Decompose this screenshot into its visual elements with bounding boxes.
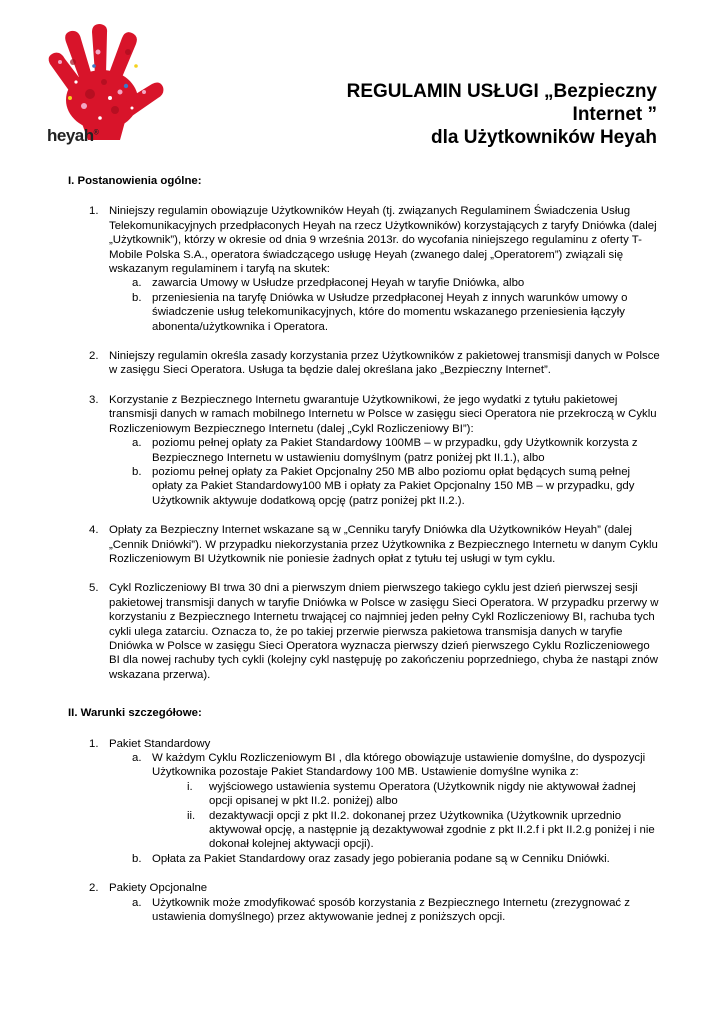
sub-item: a. zawarcia Umowy w Usłudze przedpłaconej Heyah w taryfie Dniówka, albo — [132, 277, 525, 290]
title-line-3: dla Użytkowników Heyah — [431, 127, 657, 148]
section-heading: II. Warunki szczegółowe: — [68, 707, 202, 720]
sub-item: b. przeniesienia na taryfę Dniówka w Usłudze przedpłaconej Heyah z innych warunków umowy o świadczenie usług telekomunikacyjnych, które do momentu wskazanego przeniesienia łączyły abonenta/użytkownika i Operatora. — [132, 291, 628, 333]
list-item: 2. Niniejszy regulamin określa zasady korzystania przez Użytkowników z pakietowej transmisji danych w Polsce w zasięgu Sieci Operatora. Usługa ta będzie dalej określana jako „Bezpieczny Internet”. — [89, 350, 660, 377]
sub-item: a. W każdym Cyklu Rozliczeniowym BI , dla którego obowiązuje ustawienie domyślne, do dyspozycji Użytkownika pozostaje Pakiet Standardowy 100 MB. Ustawienie domyślne wynika z: — [132, 752, 646, 779]
list-item: 5. Cykl Rozliczeniowy BI trwa 30 dni a pierwszym dniem pierwszego takiego cyklu jest dzień pierwszej sesji pakietowej transmisji danych w taryfie Dniówka w Polsce w zasięgu Sieci Operatora. W przypadku przerwy w korzystaniu z Bezpiecznego Internetu trwającej co najmniej jeden pełny Cykl Rozliczeniowy BI, rachuba tych cykli ulega zatarciu. Oznacza to, że po takiej przerwie pierwsza pakietowa transmisja danych w taryfie Dniówka w Polsce w zasięgu Sieci Operatora wyznacza pierwszy dzień pierwszego Cyklu Rozliczeniowego BI dla nowej rachuby tych cykli (kolejny cykl następuję po zakończeniu poprzedniego, chyba że nastąpi znów wskazana przerwa). — [89, 582, 659, 681]
section-heading: I. Postanowienia ogólne: — [68, 175, 202, 187]
list-item: 2. Pakiety Opcjonalne a. Użytkownik może zmodyfikować sposób korzystania z Bezpiecznego Internetu (zrezygnować z ustawienia domyślnego) przez aktywowanie jednej z poniższych opcji. — [68, 881, 660, 924]
sub-item: a. poziomu pełnej opłaty za Pakiet Standardowy 100MB – w przypadku, gdy Użytkownik korzysta z Bezpiecznego Internetu w ustawieniu domyślnym (patrz poniżej pkt II.1.), albo — [132, 437, 638, 464]
sub-item: a. Użytkownik może zmodyfikować sposób korzystania z Bezpiecznego Internetu (zrezygnować z ustawienia domyślnego) przez aktywowanie jednej z poniższych opcji. — [132, 896, 630, 924]
document-title — [347, 80, 657, 149]
brand-name: heyah® — [47, 126, 99, 145]
list-item: 3. Korzystanie z Bezpiecznego Internetu gwarantuje Użytkownikowi, że jego wydatki z tytułu pakietowej transmisji danych w ramach mobilnego Internetu w Polsce w zasięgu sieci Operatora nie przekroczą w Cyklu Rozliczeniowym Bezpiecznego Internetu (dalej „Cykl Rozliczeniowy BI”): a. poziomu pełnej opłaty za Pakiet Standardowy 100MB – w przypadku, gdy Użytkownik korzysta z Bezpiecznego Internetu w ustawieniu domyślnym (patrz poniżej pkt II.1.), albo b. poziomu pełnej opłaty za Pakiet Opcjonalny 250 MB albo poziomu opłat będących sumą pełnej opłaty za Pakiet Standardowy100 MB i opłaty za Pakiet Opcjonalny 150 MB – w przypadku, gdy Użytkownik aktywuje dodatkową opcję (patrz poniżej pkt II.2.). — [68, 393, 660, 508]
list-item: 4. Opłaty za Bezpieczny Internet wskazane są w „Cenniku taryfy Dniówka dla Użytkowników Heyah” (dalej „Cennik Dniówki”). W przypadku niekorzystania przez Użytkownika z Bezpiecznego Internetu w danym Cyklu Rozliczeniowym BI Użytkownik nie poniesie żadnych opłat z tytułu tej usługi w tym cyklu. — [89, 524, 658, 565]
list-item: 1. Pakiet Standardowy a. W każdym Cyklu Rozliczeniowym BI , dla którego obowiązuje ustawienie domyślne, do dyspozycji Użytkownika pozostaje Pakiet Standardowy 100 MB. Ustawienie domyślne wynika z: i. wyjściowego ustawienia systemu Operatora (Użytkownik nigdy nie aktywował żadnej opcji opisanej w pkt II.2. poniżej) albo ii. dezaktywacji opcji z pkt II.2. dokonanej przez Użytkownika (Użytkownik uprzednio aktywował opcję, a następnie ją dezaktywował zgodnie z pkt II.2.f i pkt II.2.g poniżej i nie dokonał kolejnej aktywacji opcji). b. Opłata za Pakiet Standardowy oraz zasady jego pobierania podane są w Cenniku Dniówki. — [68, 737, 660, 867]
document-body — [68, 174, 660, 939]
roman-item: ii. dezaktywacji opcji z pkt II.2. dokonanej przez Użytkownika (Użytkownik uprzednio aktywował opcję, a następnie ją dezaktywował zgodnie z pkt II.2.f i pkt II.2.g poniżej i nie dokonał kolejnej aktywacji opcji). — [187, 809, 655, 851]
title-line-2: Internet ” — [572, 104, 657, 125]
sub-item: b. poziomu pełnej opłaty za Pakiet Opcjonalny 250 MB albo poziomu opłat będących sumą pełnej opłaty za Pakiet Standardowy100 MB i opłaty za Pakiet Opcjonalny 150 MB – w przypadku, gdy Użytkownik aktywuje dodatkową opcję (patrz poniżej pkt II.2.). — [132, 465, 635, 507]
list-item: 1. Niniejszy regulamin obowiązuje Użytkowników Heyah (tj. związanych Regulaminem Świadczenia Usług Telekomunikacyjnych przedpłaconych Heyah na rzecz Użytkowników) korzystających z taryfy Dniówka (dalej „Użytkownik”), którzy w okresie od dnia 9 września 2013r. do wycofania niniejszego regulaminu z oferty T-Mobile Polska S.A., operatora świadczącego usługę Heyah (zwanego dalej „Operatorem”) związali się wskazanym regulaminem i taryfą na skutek: a. zawarcia Umowy w Usłudze przedpłaconej Heyah w taryfie Dniówka, albo b. przeniesienia na taryfę Dniówka w Usłudze przedpłaconej Heyah z innych warunków umowy o świadczenie usług telekomunikacyjnych, które do momentu wskazanego przeniesienia łączyły abonenta/użytkownika i Operatora. — [68, 204, 660, 334]
roman-item: i. wyjściowego ustawienia systemu Operatora (Użytkownik nigdy nie aktywował żadnej opcji opisanej w pkt II.2. poniżej) albo — [187, 780, 636, 808]
title-line-1: REGULAMIN USŁUGI „Bezpieczny — [346, 81, 657, 102]
sub-item: b. Opłata za Pakiet Standardowy oraz zasady jego pobierania podane są w Cenniku Dniówki. — [132, 852, 610, 865]
